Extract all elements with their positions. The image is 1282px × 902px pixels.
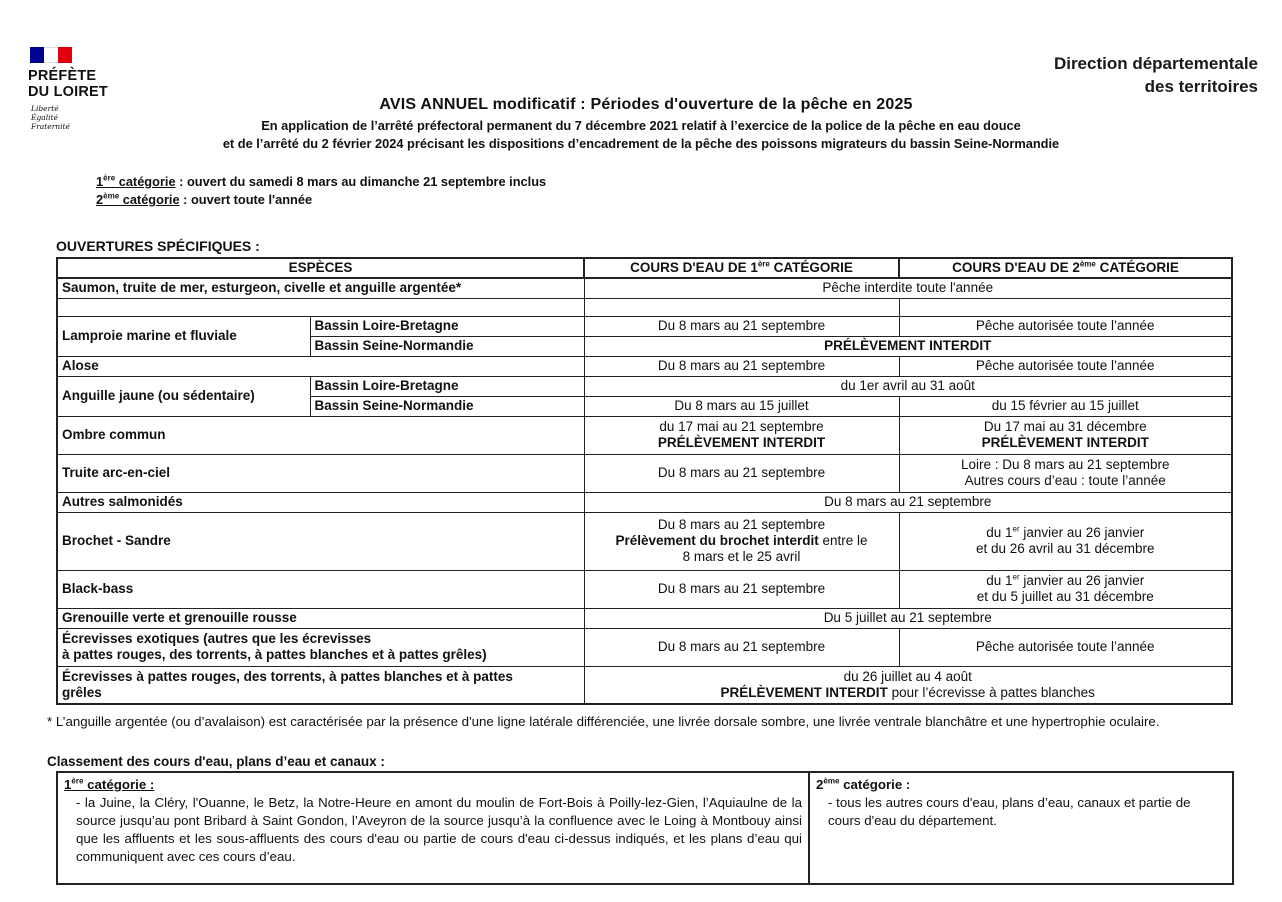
period-cell: du 17 mai au 21 septembre PRÉLÈVEMENT INTERDIT <box>584 416 899 454</box>
header-species: ESPÈCES <box>57 258 584 278</box>
period-cell: du 1er janvier au 26 janvier et du 5 juillet au 31 décembre <box>899 570 1232 608</box>
table-row <box>57 416 1232 454</box>
period-cell: Pêche autorisée toute l’année <box>899 316 1232 336</box>
footnote: * L’anguille argentée (ou d’avalaison) est caractérisée par la présence d'une ligne latérale différenciée, une livrée dorsale sombre, une livrée ventrale blanchâtre et une hypertrophie oculaire. <box>47 714 1160 729</box>
basin-cell: Bassin Seine-Normandie <box>310 336 584 356</box>
species-cell: Écrevisses à pattes rouges, des torrents, à pattes blanches et à pattes grêles <box>57 666 584 704</box>
subtitle-line-1: En application de l’arrêté préfectoral permanent du 7 décembre 2021 relatif à l’exercice de la police de la pêche en eau douce <box>261 118 1021 133</box>
prefecture-name: PRÉFÈTE DU LOIRET <box>28 68 108 100</box>
species-cell: Saumon, truite de mer, esturgeon, civelle et anguille argentée* <box>57 278 584 298</box>
openings-table <box>56 257 1233 705</box>
classement-category-1: 1ère catégorie : - la Juine, la Cléry, l'Ouanne, le Betz, la Notre-Heure en amont du moulin de Fort-Bois à Poilly-lez-Gien, l’Aquiaulne de la source jusqu’au pont Bribard à Saint Gondon, l’Aveyron de la source jusqu’à la confluence avec le Loing à Montbouy ainsi que les affluents et les sous-affluents des cours d'eau ou partie de cours d'eau ci-dessus indiqués, et les plans d’eau qui communiquent avec ces cours d’eau. <box>57 772 809 884</box>
classement-category-2: 2ème catégorie : - tous les autres cours d'eau, plans d’eau, canaux et partie de cours d'eau du département. <box>809 772 1233 884</box>
republic-motto: Liberté Égalité Fraternité <box>31 104 70 131</box>
species-cell: Anguille jaune (ou sédentaire) <box>57 376 310 416</box>
basin-cell: Bassin Loire-Bretagne <box>310 316 584 336</box>
direction-name: Direction départementale des territoires <box>1053 54 1258 96</box>
species-cell: Ombre commun <box>57 416 584 454</box>
species-cell: Lamproie marine et fluviale <box>57 316 310 356</box>
document-title: AVIS ANNUEL modificatif : Périodes d'ouverture de la pêche en 2025 <box>379 96 913 113</box>
subtitle-line-2: et de l’arrêté du 2 février 2024 précisant les dispositions d’encadrement de la pêche des poissons migrateurs du bassin Seine-Normandie <box>222 136 1060 151</box>
period-cell: Pêche autorisée toute l’année <box>899 356 1232 376</box>
period-cell: du 26 juillet au 4 août PRÉLÈVEMENT INTERDIT pour l’écrevisse à pattes blanches <box>584 666 1232 704</box>
period-cell: Pêche autorisée toute l’année <box>899 628 1232 666</box>
period-cell: Du 8 mars au 21 septembre <box>584 454 899 492</box>
table-row <box>57 356 1232 376</box>
table-row <box>57 570 1232 608</box>
section-title: OUVERTURES SPÉCIFIQUES : <box>56 238 260 254</box>
classement-category-1-text: - la Juine, la Cléry, l'Ouanne, le Betz, la Notre-Heure en amont du moulin de Fort-Bois à Poilly-lez-Gien, l’Aquiaulne de la source jusqu’au pont Bribard à Saint Gondon, l’Aveyron de la source jusqu’à la confluence avec le Loing à Montbouy ainsi que les affluents et les sous-affluents des cours d'eau ou partie de cours d'eau ci-dessus indiqués, et les plans d’eau qui communiquent avec ces cours d’eau. <box>76 795 802 864</box>
table-row-empty <box>57 298 1232 316</box>
period-cell: Pêche interdite toute l'année <box>584 278 1232 298</box>
french-flag-logo <box>30 47 72 63</box>
period-cell: Du 8 mars au 21 septembre <box>584 492 1232 512</box>
period-cell: Loire : Du 8 mars au 21 septembre Autres cours d’eau : toute l’année <box>899 454 1232 492</box>
period-cell: Du 8 mars au 15 juillet <box>584 396 899 416</box>
period-cell: du 1er janvier au 26 janvier et du 26 avril au 31 décembre <box>899 512 1232 570</box>
period-cell: Du 8 mars au 21 septembre <box>584 570 899 608</box>
species-cell: Grenouille verte et grenouille rousse <box>57 608 584 628</box>
species-cell: Alose <box>57 356 584 376</box>
table-row <box>57 376 1232 396</box>
table-row <box>57 628 1232 666</box>
table-row <box>57 666 1232 704</box>
basin-cell: Bassin Seine-Normandie <box>310 396 584 416</box>
species-cell: Écrevisses exotiques (autres que les écrevisses à pattes rouges, des torrents, à pattes blanches et à pattes grêles) <box>57 628 584 666</box>
category-1-opening: 1ère catégorie : ouvert du samedi 8 mars au dimanche 21 septembre inclus <box>96 173 547 189</box>
classement-table <box>56 771 1234 885</box>
period-cell: du 1er avril au 31 août <box>584 376 1232 396</box>
species-cell: Brochet - Sandre <box>57 512 584 570</box>
period-cell: Du 5 juillet au 21 septembre <box>584 608 1232 628</box>
header-category-1: COURS D'EAU DE 1ère CATÉGORIE <box>584 258 899 278</box>
period-cell: Du 17 mai au 31 décembre PRÉLÈVEMENT INTERDIT <box>899 416 1232 454</box>
species-cell: Autres salmonidés <box>57 492 584 512</box>
table-row <box>57 316 1232 336</box>
period-cell: PRÉLÈVEMENT INTERDIT <box>584 336 1232 356</box>
table-header-row <box>57 258 1232 278</box>
species-cell: Black-bass <box>57 570 584 608</box>
category-2-opening: 2ème catégorie : ouvert toute l'année <box>96 191 313 207</box>
header-category-2: COURS D'EAU DE 2ème CATÉGORIE <box>899 258 1232 278</box>
table-row <box>57 278 1232 298</box>
species-cell: Truite arc-en-ciel <box>57 454 584 492</box>
table-row <box>57 454 1232 492</box>
table-row <box>57 492 1232 512</box>
classement-category-2-text: - tous les autres cours d'eau, plans d’eau, canaux et partie de cours d'eau du département. <box>828 795 1191 828</box>
table-row <box>57 608 1232 628</box>
period-cell: Du 8 mars au 21 septembre <box>584 356 899 376</box>
table-row <box>57 512 1232 570</box>
period-cell: Du 8 mars au 21 septembre <box>584 628 899 666</box>
period-cell: Du 8 mars au 21 septembre Prélèvement du brochet interdit entre le 8 mars et le 25 avril <box>584 512 899 570</box>
classement-title: Classement des cours d'eau, plans d’eau et canaux : <box>47 754 385 769</box>
basin-cell: Bassin Loire-Bretagne <box>310 376 584 396</box>
period-cell: du 15 février au 15 juillet <box>899 396 1232 416</box>
period-cell: Du 8 mars au 21 septembre <box>584 316 899 336</box>
